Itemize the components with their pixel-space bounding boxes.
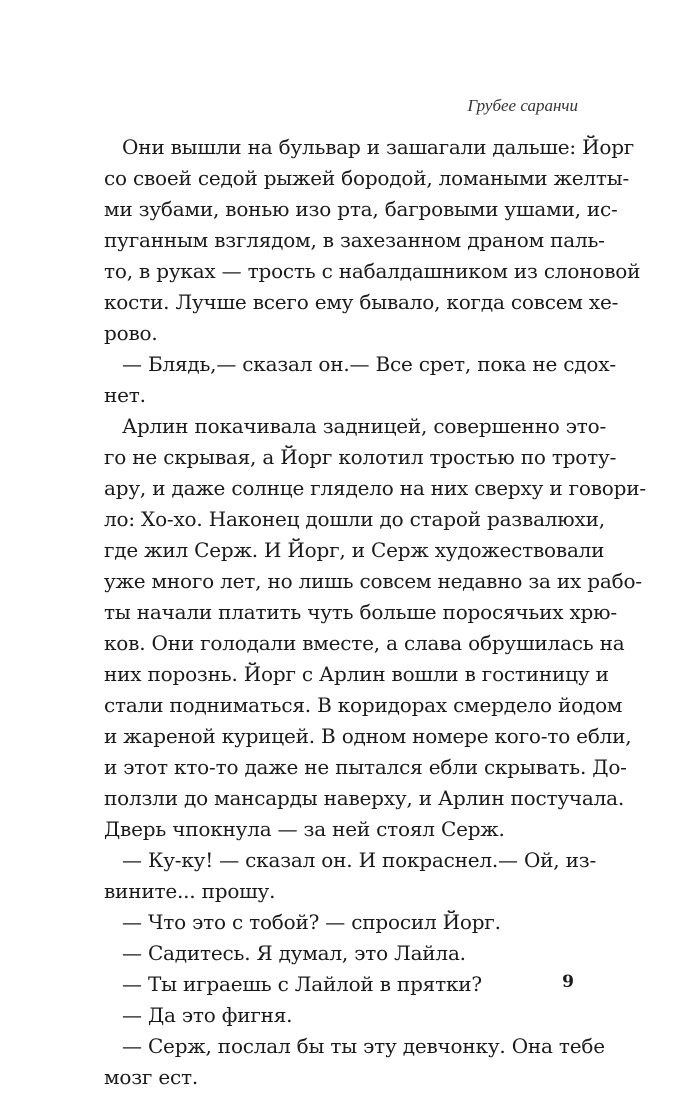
page-number: 9 bbox=[562, 972, 574, 992]
text-line: стали подниматься. В коридорах смердело йодом bbox=[104, 693, 623, 717]
text-line: — Ты играешь с Лайлой в прятки? bbox=[122, 972, 482, 996]
text-line: нет. bbox=[104, 383, 146, 407]
text-line: мозг ест. bbox=[104, 1065, 199, 1089]
text-line: — Садитесь. Я думал, это Лайла. bbox=[122, 941, 466, 965]
text-line: вините... прошу. bbox=[104, 879, 276, 903]
text-line: го не скрывая, а Йорг колотил тростью по троту- bbox=[104, 445, 617, 469]
running-head: Грубее саранчи bbox=[467, 96, 578, 115]
text-line: кости. Лучше всего ему бывало, когда совсем хе- bbox=[104, 290, 619, 314]
text-line: ползли до мансарды наверху, и Арлин постучала. bbox=[104, 786, 625, 810]
text-line: ми зубами, вонью изо рта, багровыми ушами, ис- bbox=[104, 197, 618, 221]
text-line: — Что это с тобой? — спросил Йорг. bbox=[122, 910, 501, 934]
text-line: Дверь чпокнула — за ней стоял Серж. bbox=[104, 817, 505, 841]
text-line: пуганным взглядом, в захезанном драном паль- bbox=[104, 228, 605, 252]
body-text bbox=[104, 132, 646, 1093]
text-line: и этот кто-то даже не пытался ебли скрывать. До- bbox=[104, 755, 627, 779]
text-line: уже много лет, но лишь совсем недавно за их рабо- bbox=[104, 569, 642, 593]
text-line: Они вышли на бульвар и зашагали дальше: Йорг bbox=[122, 135, 635, 159]
text-line: — Да это фигня. bbox=[122, 1003, 293, 1027]
text-line: — Серж, послал бы ты эту девчонку. Она тебе bbox=[122, 1034, 605, 1058]
text-line: — Блядь,— сказал он.— Все срет, пока не сдох- bbox=[122, 352, 616, 376]
text-line: ару, и даже солнце глядело на них сверху и говори- bbox=[104, 476, 646, 500]
text-line: со своей седой рыжей бородой, ломаными желты- bbox=[104, 166, 630, 190]
text-line: ков. Они голодали вместе, а слава обрушилась на bbox=[104, 631, 625, 655]
text-line: и жареной курицей. В одном номере кого-то ебли, bbox=[104, 724, 632, 748]
text-line: них порознь. Йорг с Арлин вошли в гостиницу и bbox=[104, 662, 609, 686]
text-line: — Ку-ку! — сказал он. И покраснел.— Ой, из- bbox=[122, 848, 597, 872]
text-line: рово. bbox=[104, 321, 158, 345]
text-line: то, в руках — трость с набалдашником из слоновой bbox=[104, 259, 641, 283]
text-line: Арлин покачивала задницей, совершенно это- bbox=[122, 414, 607, 438]
text-line: ты начали платить чуть больше поросячьих хрю- bbox=[104, 600, 617, 624]
text-line: ло: Хо-хо. Наконец дошли до старой развалюхи, bbox=[104, 507, 605, 531]
text-line: где жил Серж. И Йорг, и Серж художествовали bbox=[104, 538, 605, 562]
